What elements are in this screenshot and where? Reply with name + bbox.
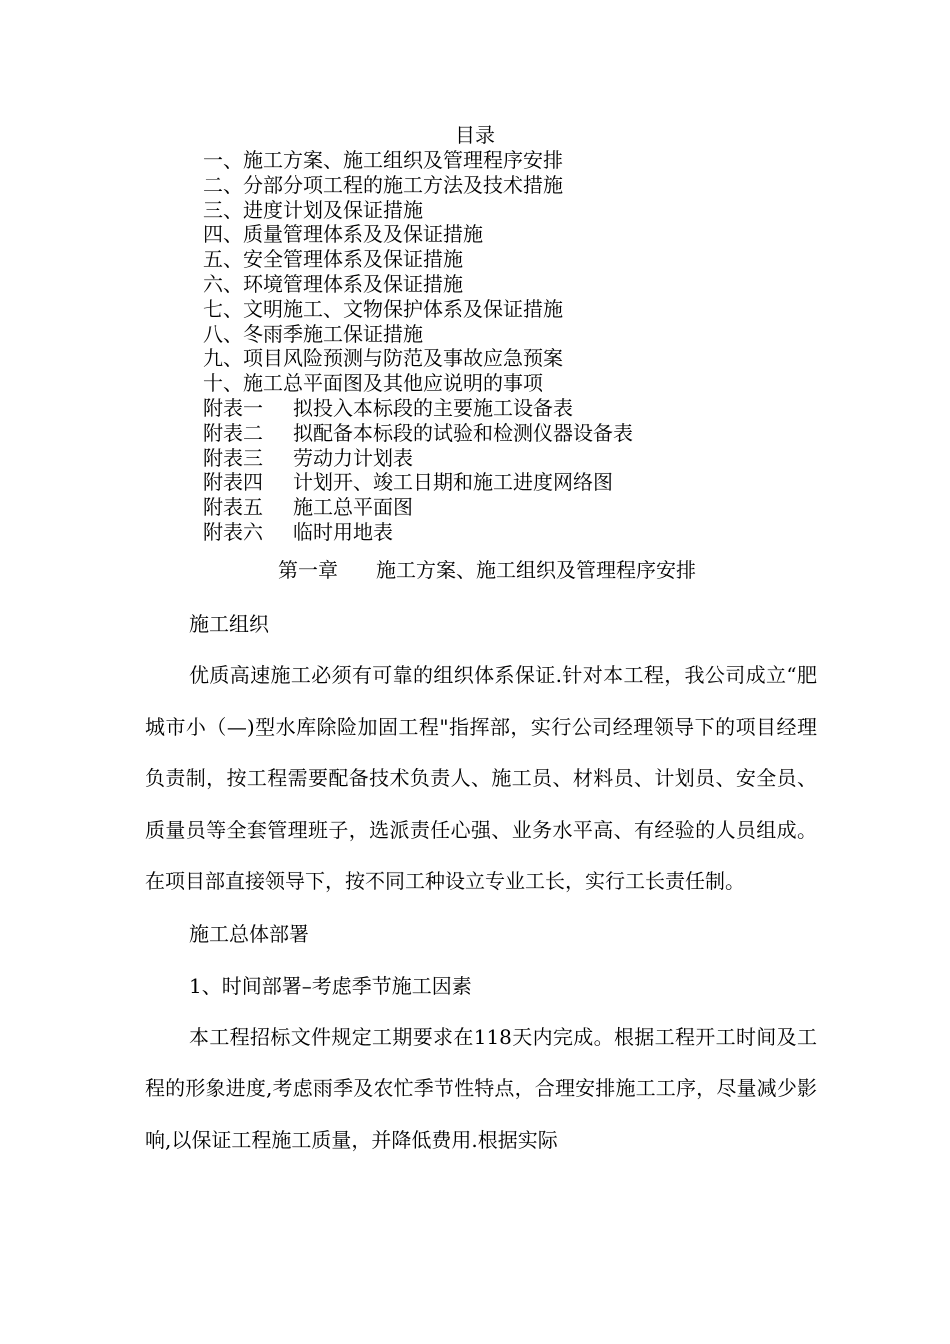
toc-item-text: 冬雨季施工保证措施 — [243, 321, 423, 346]
toc-item-prefix: 七、 — [203, 296, 243, 321]
toc-item-prefix: 二、 — [203, 172, 243, 197]
toc-item — [203, 346, 633, 371]
toc-appendix-label: 附表三 — [203, 445, 263, 470]
paragraph-time: 本工程招标文件规定工期要求在118天内完成。根据工程开工时间及工程的形象进度,考虑雨季及农忙季节性特点，合理安排施工工序，尽量减少影响,以保证工程施工质量，并降低费用.根据实际 — [145, 1024, 817, 1152]
toc-item-prefix: 三、 — [203, 197, 243, 222]
toc-item — [203, 371, 633, 396]
toc-item-prefix: 一、 — [203, 148, 243, 172]
toc-appendix-item — [203, 421, 633, 446]
toc-item-text: 施工总平面图及其他应说明的事项 — [243, 371, 543, 396]
chapter-heading — [278, 557, 696, 583]
toc-item-text: 项目风险预测与防范及事故应急预案 — [243, 346, 563, 371]
toc-item-prefix: 十、 — [203, 371, 243, 396]
toc-item — [203, 148, 633, 173]
toc-appendix-item — [203, 520, 633, 545]
toc-item-prefix: 八、 — [203, 321, 243, 346]
toc-appendix-text: 劳动力计划表 — [293, 445, 413, 470]
chapter-title: 施工方案、施工组织及管理程序安排 — [376, 558, 696, 582]
toc-appendix-item — [203, 495, 633, 520]
toc-title: 目录 — [455, 123, 495, 147]
toc-appendix-label: 附表二 — [203, 420, 263, 445]
toc-item — [203, 222, 633, 247]
toc-item — [203, 272, 633, 297]
toc-item-text: 质量管理体系及及保证措施 — [243, 222, 483, 247]
toc-item — [203, 173, 633, 198]
section-heading-time: 1、时间部署–考虑季节施工因素 — [189, 973, 472, 998]
toc-appendix-item — [203, 396, 633, 421]
toc-appendix-label: 附表四 — [203, 470, 263, 495]
toc-item-prefix: 六、 — [203, 271, 243, 296]
toc-list — [203, 148, 633, 545]
toc-item-prefix: 五、 — [203, 247, 243, 272]
toc-item-text: 施工方案、施工组织及管理程序安排 — [243, 148, 563, 172]
toc-item-text: 文明施工、文物保护体系及保证措施 — [243, 296, 563, 321]
toc-appendix-text: 施工总平面图 — [293, 495, 413, 520]
body-text — [145, 598, 817, 1166]
toc-appendix-label: 附表五 — [203, 495, 263, 520]
toc-item-text: 安全管理体系及保证措施 — [243, 247, 463, 272]
toc-item — [203, 322, 633, 347]
toc-item-text: 环境管理体系及保证措施 — [243, 271, 463, 296]
toc-appendix-item — [203, 470, 633, 495]
chapter-number: 第一章 — [278, 558, 338, 582]
toc-item-text: 分部分项工程的施工方法及技术措施 — [243, 172, 563, 197]
toc-item — [203, 247, 633, 272]
toc-item — [203, 198, 633, 223]
toc-item-prefix: 四、 — [203, 222, 243, 247]
toc-appendix-item — [203, 446, 633, 471]
toc-item-text: 进度计划及保证措施 — [243, 197, 423, 222]
section-heading-deployment: 施工总体部署 — [189, 921, 309, 946]
toc-appendix-label: 附表六 — [203, 519, 263, 544]
toc-appendix-text: 计划开、竣工日期和施工进度网络图 — [293, 470, 613, 495]
toc-appendix-text: 拟配备本标段的试验和检测仪器设备表 — [293, 420, 633, 445]
section-heading-organization: 施工组织 — [189, 612, 269, 636]
toc-appendix-label: 附表一 — [203, 395, 263, 420]
toc-appendix-text: 临时用地表 — [293, 519, 393, 544]
toc-appendix-text: 拟投入本标段的主要施工设备表 — [293, 395, 573, 420]
paragraph-organization: 优质高速施工必须有可靠的组织体系保证.针对本工程，我公司成立“肥城市小（—)型水库除险加固工程"指挥部，实行公司经理领导下的项目经理负责制，按工程需要配备技术负责人、施工员、材料员、计划员、安全员、质量员等全套管理班子，选派责任心强、业务水平高、有经验的人员组成。在项目部直接领导下，按不同工种设立专业工长，实行工长责任制。 — [145, 663, 817, 893]
toc-item — [203, 297, 633, 322]
toc-item-prefix: 九、 — [203, 346, 243, 371]
